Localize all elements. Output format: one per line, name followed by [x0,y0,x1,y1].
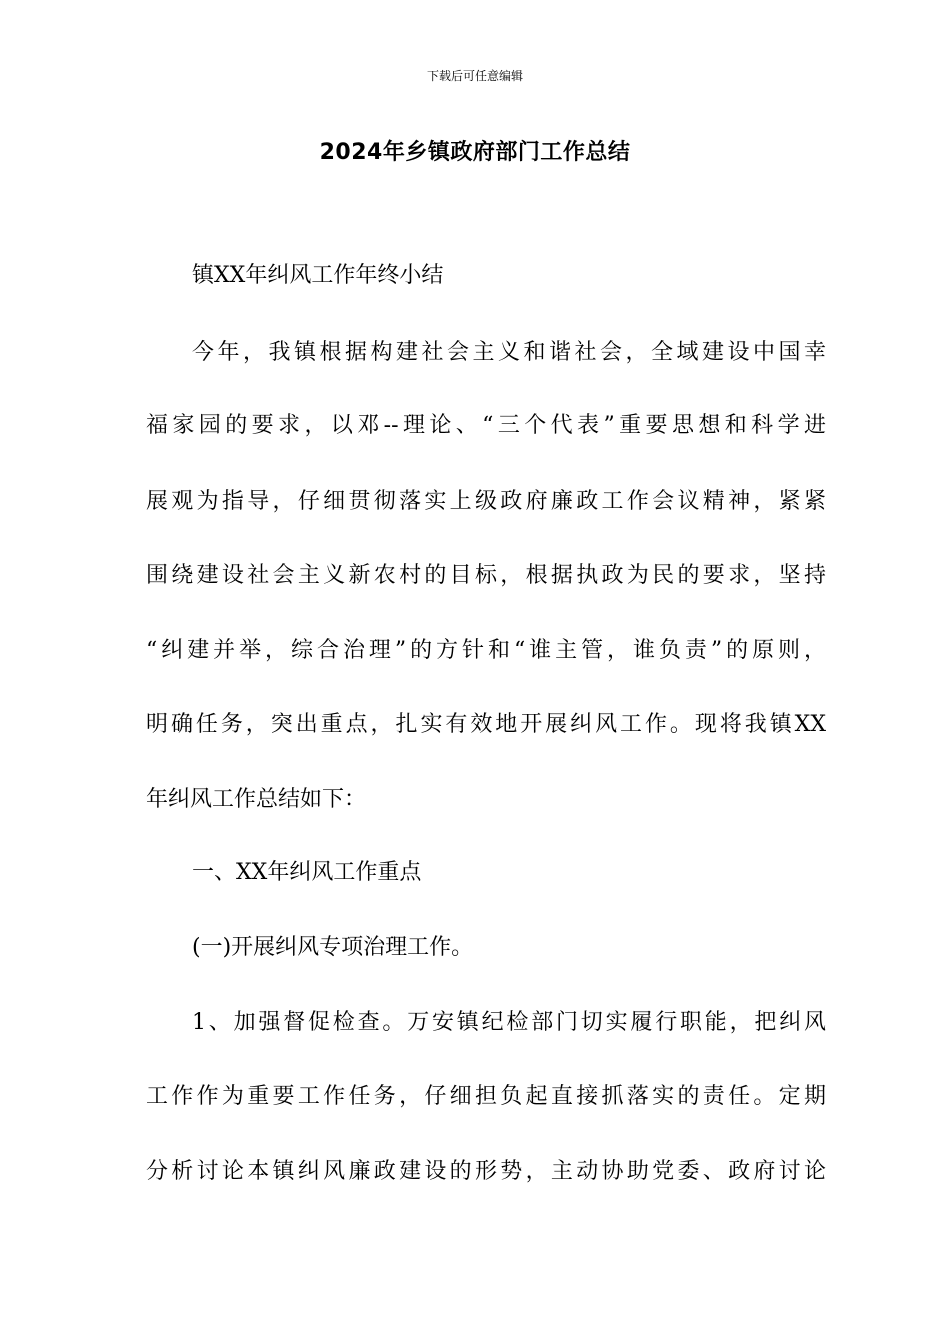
paragraph-line: 展观为指导，仔细贯彻落实上级政府廉政工作会议精神，紧紧 [146,489,826,514]
paragraph-line: 年纠风工作总结如下： [146,787,367,812]
paragraph-line: 分析讨论本镇纠风廉政建设的形势，主动协助党委、政府讨论 [146,1159,826,1184]
header-note: 下载后可任意编辑 [426,69,523,83]
document-title: 2024年乡镇政府部门工作总结 [319,140,631,165]
paragraph-line: 明确任务，突出重点，扎实有效地开展纠风工作。现将我镇XX [146,712,826,737]
paragraph-line: 今年，我镇根据构建社会主义和谐社会，全域建设中国幸 [192,340,826,365]
paragraph-line: 1、加强督促检查。万安镇纪检部门切实履行职能，把纠风 [192,1010,826,1035]
subtitle-line: 镇XX年纠风工作年终小结 [192,263,444,288]
subsection-heading: (一)开展纠风专项治理工作。 [192,935,474,960]
paragraph-line: 福家园的要求，以邓--理论、“三个代表”重要思想和科学进 [146,413,826,438]
paragraph-line: 围绕建设社会主义新农村的目标，根据执政为民的要求，坚持 [146,563,826,588]
section-heading: 一、XX年纠风工作重点 [192,860,422,885]
paragraph-line: 工作作为重要工作任务，仔细担负起直接抓落实的责任。定期 [146,1084,826,1109]
paragraph-line: “纠建并举，综合治理”的方针和“谁主管，谁负责”的原则， [146,638,826,663]
